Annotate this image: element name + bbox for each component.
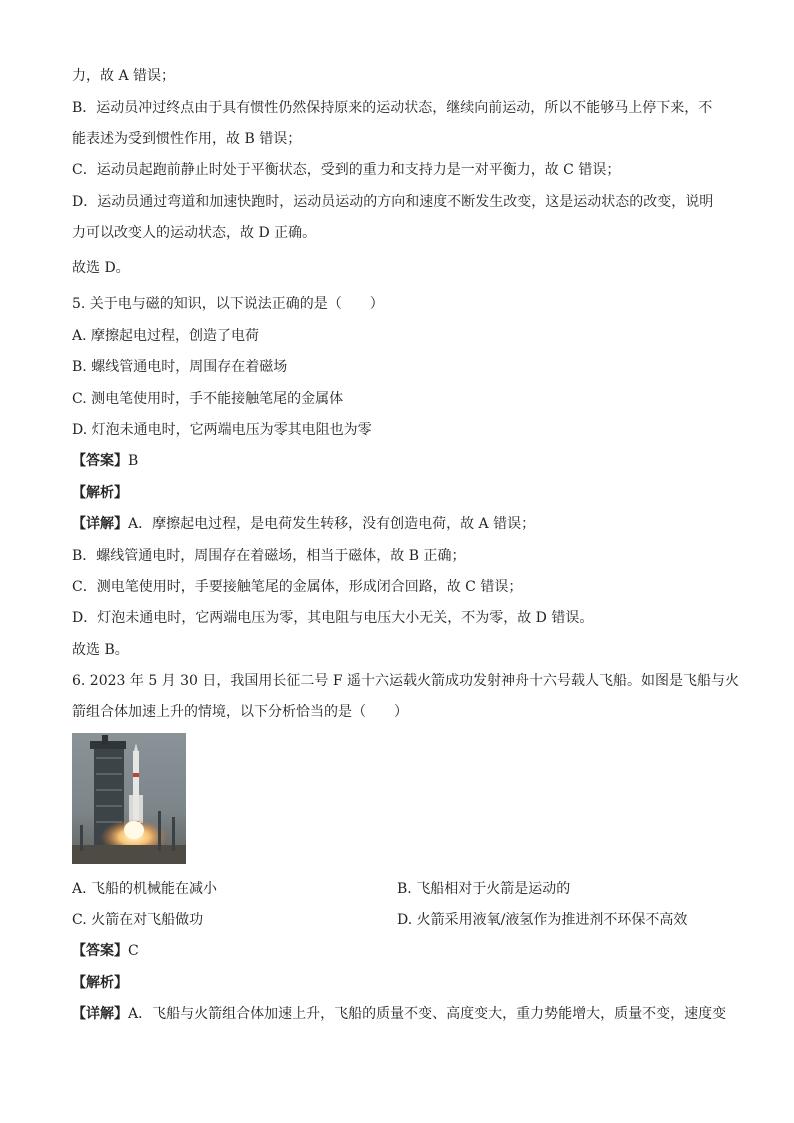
- detail-text: A．摩擦起电过程，是电荷发生转移，没有创造电荷，故 A 错误；: [128, 516, 536, 532]
- answer-row: [72, 451, 732, 471]
- text-line: 力，故 A 错误；: [72, 68, 176, 84]
- rocket-launch-photo: [72, 733, 186, 864]
- conclusion-text: 故选 D。: [72, 260, 130, 276]
- analysis-label: 【解析】: [72, 485, 128, 501]
- question-5-stem: 5. 关于电与磁的知识，以下说法正确的是（ ）: [72, 296, 384, 312]
- detail-text: B．螺线管通电时，周围存在着磁场，相当于磁体，故 B 正确；: [72, 548, 466, 564]
- question-6-option-b: B. 飞船相对于火箭是运动的: [397, 881, 571, 897]
- analysis-label: 【解析】: [72, 975, 128, 991]
- text-line: D．运动员通过弯道和加速快跑时，运动员运动的方向和速度不断发生改变，这是运动状态的改变，说明: [72, 194, 714, 210]
- answer-row: [72, 941, 732, 961]
- question-6-option-d: D. 火箭采用液氧/液氢作为推进剂不环保不高效: [397, 912, 688, 928]
- answer-label: 【答案】: [72, 943, 128, 959]
- answer-value: C: [128, 943, 139, 959]
- conclusion-text: 故选 B。: [72, 642, 129, 658]
- detail-text: A．飞船与火箭组合体加速上升，飞船的质量不变、高度变大，重力势能增大，质量不变，速度变: [128, 1006, 727, 1022]
- detail-text: D．灯泡未通电时，它两端电压为零，其电阻与电压大小无关，不为零，故 D 错误。: [72, 610, 594, 626]
- detail-label: 【详解】: [72, 1006, 128, 1022]
- question-6-stem: 6. 2023 年 5 月 30 日，我国用长征二号 F 遥十六运载火箭成功发射神舟十六号载人飞船。如图是飞船与火: [72, 673, 740, 689]
- question-5-option-c: C. 测电笔使用时，手不能接触笔尾的金属体: [72, 391, 344, 407]
- question-5-option-b: B. 螺线管通电时，周围存在着磁场: [72, 359, 288, 375]
- question-6-stem: 箭组合体加速上升的情境，以下分析恰当的是（ ）: [72, 704, 408, 720]
- text-line: C．运动员起跑前静止时处于平衡状态，受到的重力和支持力是一对平衡力，故 C 错误；: [72, 162, 621, 178]
- text-line: B．运动员冲过终点由于具有惯性仍然保持原来的运动状态，继续向前运动，所以不能够马上停下来，不: [72, 100, 713, 116]
- question-5-option-a: A. 摩擦起电过程，创造了电荷: [72, 328, 260, 344]
- text-line: 力可以改变人的运动状态，故 D 正确。: [72, 225, 317, 241]
- detail-text: C．测电笔使用时，手要接触笔尾的金属体，形成闭合回路，故 C 错误；: [72, 579, 523, 595]
- detail-row: [72, 1004, 732, 1024]
- answer-label: 【答案】: [72, 453, 128, 469]
- detail-row: [72, 514, 732, 534]
- text-line: 能表述为受到惯性作用，故 B 错误；: [72, 131, 302, 147]
- detail-label: 【详解】: [72, 516, 128, 532]
- question-5-option-d: D. 灯泡未通电时，它两端电压为零其电阻也为零: [72, 422, 372, 438]
- answer-value: B: [128, 453, 139, 469]
- question-6-option-c: C. 火箭在对飞船做功: [72, 912, 204, 928]
- question-6-option-a: A. 飞船的机械能在减小: [72, 881, 218, 897]
